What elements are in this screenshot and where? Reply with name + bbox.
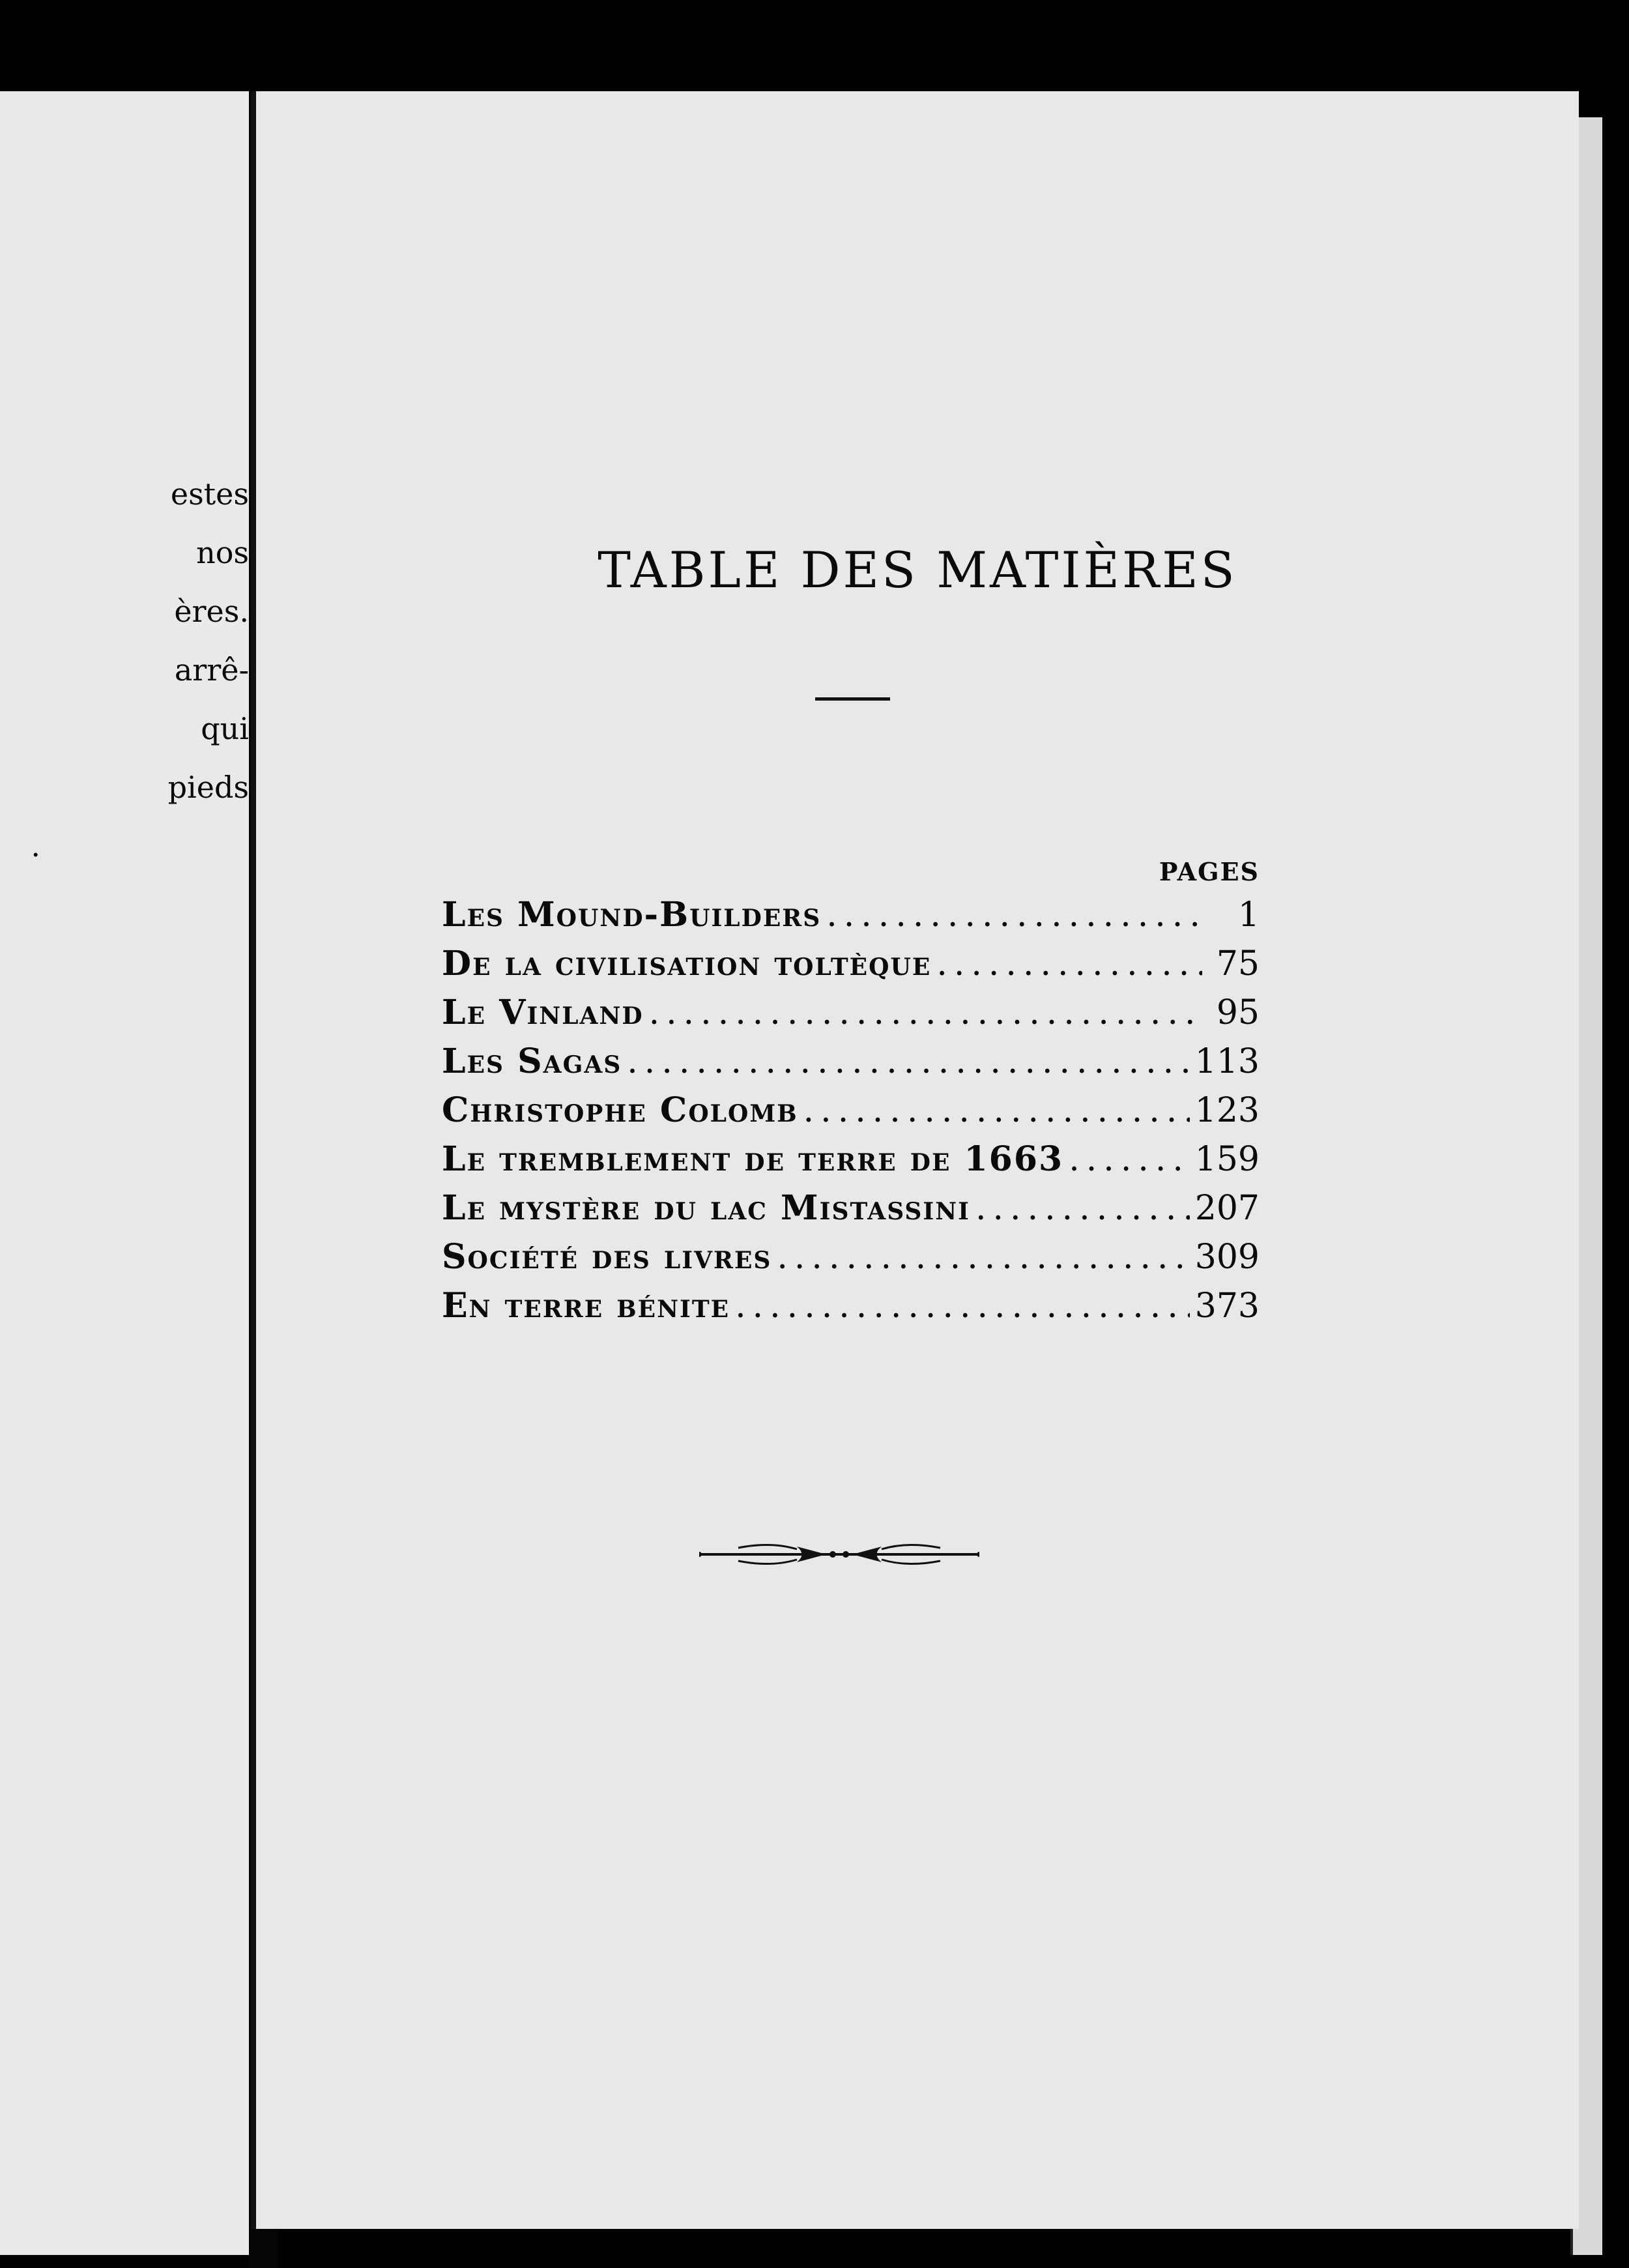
dot-leader [627, 1038, 1189, 1086]
toc-entry-page: 159 [1194, 1140, 1260, 1179]
dot-leader [735, 1282, 1190, 1331]
toc-entry-title: En terre bénite [442, 1286, 730, 1326]
left-page-text-line: qui [201, 711, 249, 746]
toc-entry-page: 75 [1216, 944, 1260, 983]
decorative-tailpiece-icon [699, 1535, 979, 1574]
left-page-text-line: pieds [167, 770, 249, 805]
right-page [251, 91, 1579, 2229]
toc-entry-page: 373 [1194, 1287, 1260, 1326]
toc-entry-page: 113 [1194, 1042, 1260, 1081]
toc-entry-page: 309 [1194, 1238, 1260, 1277]
table-of-contents [442, 857, 1260, 1330]
toc-entry [442, 988, 1260, 1037]
toc-entry [442, 1086, 1260, 1135]
left-page-text-line: estes [170, 476, 249, 512]
left-page [0, 91, 249, 2255]
title-rule [815, 697, 890, 701]
toc-entry-title: Christophe Colomb [442, 1090, 798, 1130]
toc-entry [442, 890, 1260, 939]
toc-entry-title: Le Vinland [442, 993, 644, 1032]
dot-leader [803, 1086, 1190, 1135]
dot-leader [649, 989, 1202, 1038]
dot-leader [936, 940, 1202, 989]
toc-entry [442, 1281, 1260, 1330]
toc-entry-page: 207 [1194, 1189, 1260, 1228]
toc-entry-page: 95 [1216, 993, 1260, 1032]
dot-leader [975, 1184, 1190, 1233]
toc-entry [442, 1037, 1260, 1086]
page-title: TABLE DES MATIÈRES [598, 541, 1237, 599]
toc-entry-title: Les Mound-Builders [442, 895, 822, 935]
dot-leader [826, 891, 1202, 940]
dot-leader [777, 1233, 1189, 1282]
toc-entry-title: De la civilisation toltèque [442, 944, 932, 983]
toc-entry [442, 1184, 1260, 1232]
toc-entry-page: 123 [1194, 1091, 1260, 1130]
toc-entry-page: 1 [1237, 895, 1260, 935]
left-page-text-line: nos [196, 535, 249, 570]
left-page-text-line: ères. [174, 594, 249, 629]
dot-leader [1069, 1135, 1190, 1184]
pages-column-header: PAGES [1159, 857, 1260, 886]
left-page-text-line: . [31, 828, 40, 864]
toc-entry-title: Société des livres [442, 1237, 772, 1277]
toc-entry [442, 1232, 1260, 1281]
toc-entry-title: Les Sagas [442, 1041, 622, 1081]
toc-entry-title: Le tremblement de terre de 1663 [442, 1139, 1064, 1179]
toc-entry [442, 1135, 1260, 1184]
toc-entry-title: Le mystère du lac Mistassini [442, 1188, 970, 1228]
left-page-text-line: arrê- [174, 652, 249, 688]
toc-entry [442, 939, 1260, 988]
